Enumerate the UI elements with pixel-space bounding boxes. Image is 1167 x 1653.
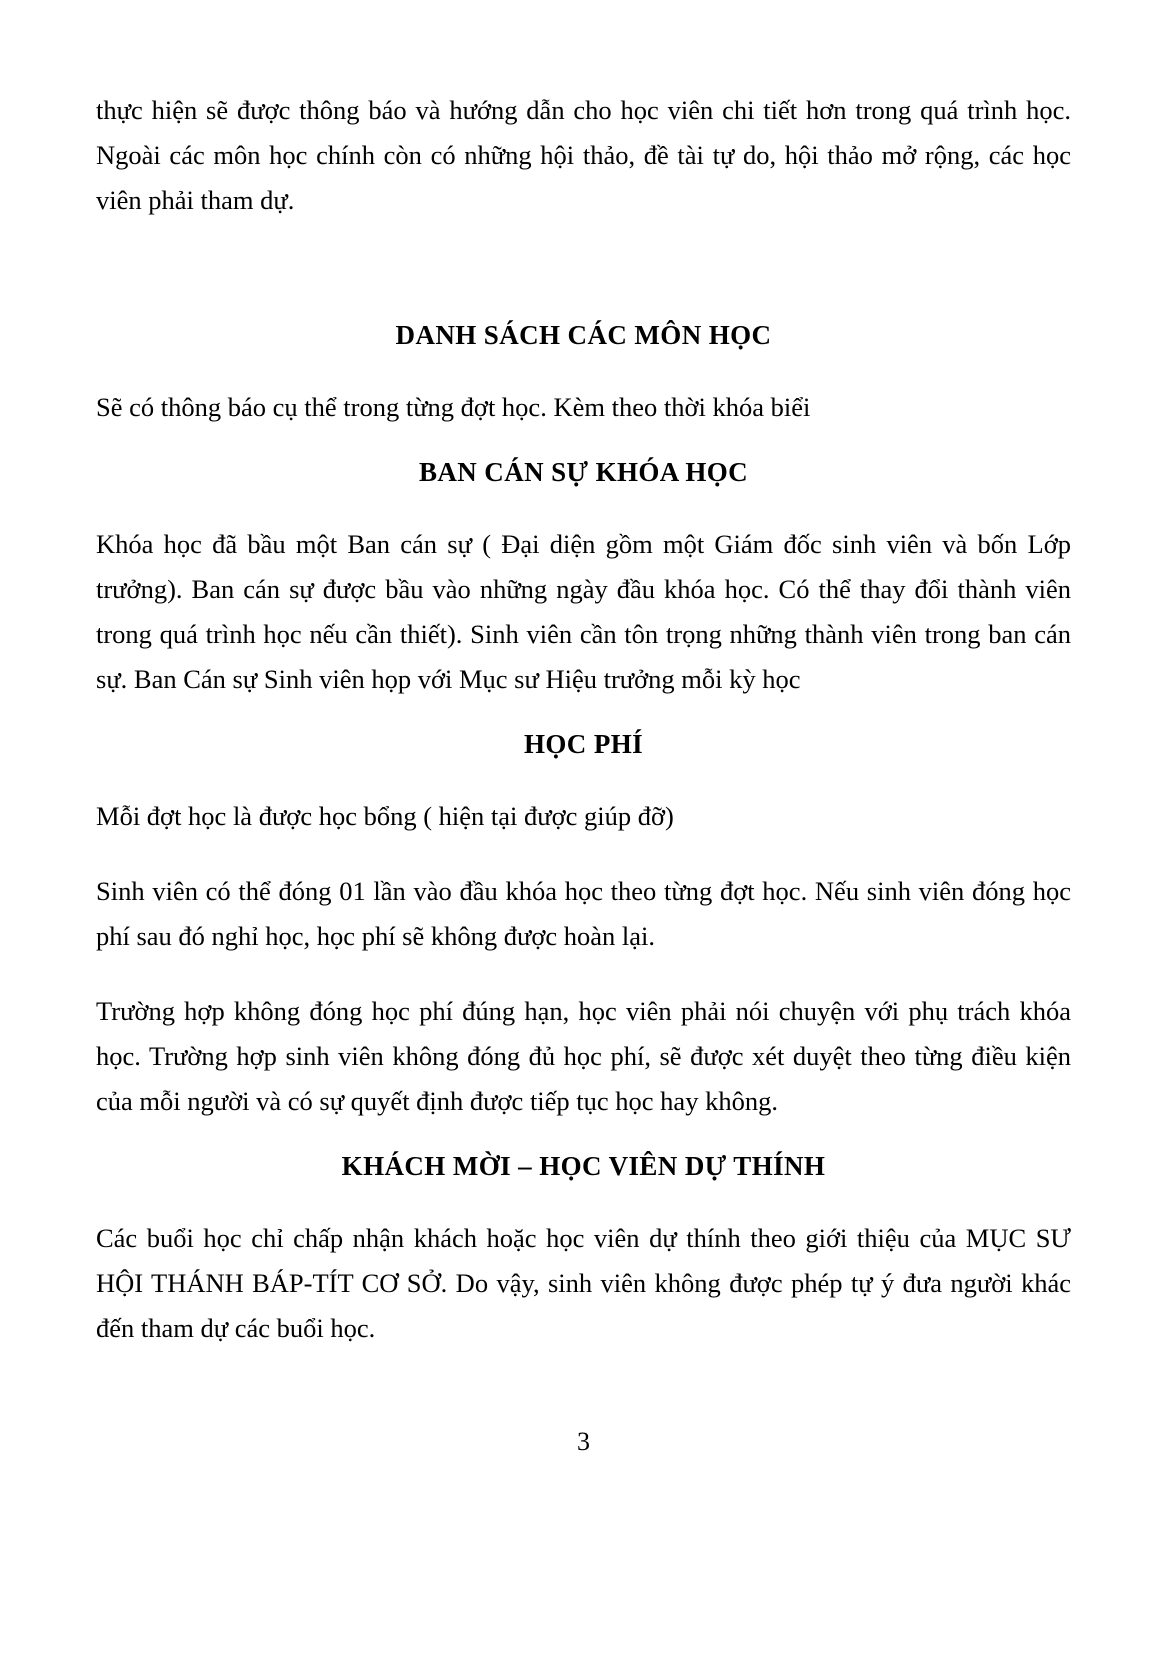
paragraph-khach-du-thinh: Các buổi học chỉ chấp nhận khách hoặc học viên dự thính theo giới thiệu của MỤC SƯ HỘI THÁNH BÁP-TÍT CƠ SỞ. Do vậy, sinh viên không được phép tự ý đưa người khác đến tham dự các buổi học. [96, 1223, 1071, 1343]
spacer [96, 1186, 1071, 1216]
page-number: 3 [577, 1427, 590, 1456]
heading-danh-sach-cac-mon-hoc: DANH SÁCH CÁC MÔN HỌC [395, 320, 772, 350]
spacer [96, 430, 1071, 452]
spacer [96, 223, 1071, 315]
spacer [96, 702, 1071, 724]
paragraph-dong-hoc-phi: Sinh viên có thể đóng 01 lần vào đầu khóa học theo từng đợt học. Nếu sinh viên đóng học phí sau đó nghỉ học, học phí sẽ không được hoàn lại. [96, 876, 1071, 951]
spacer [96, 959, 1071, 989]
spacer [96, 492, 1071, 522]
heading-hoc-phi: HỌC PHÍ [523, 729, 644, 759]
spacer [96, 839, 1071, 869]
spacer [96, 1124, 1071, 1146]
heading-khach-moi-hoc-vien-du-thinh: KHÁCH MỜI – HỌC VIÊN DỰ THÍNH [341, 1151, 826, 1181]
paragraph-hoc-bong: Mỗi đợt học là được học bổng ( hiện tại được giúp đỡ) [96, 801, 674, 831]
heading-ban-can-su-khoa-hoc: BAN CÁN SỰ KHÓA HỌC [418, 457, 749, 487]
paragraph-intro: thực hiện sẽ được thông báo và hướng dẫn cho học viên chi tiết hơn trong quá trình học. Ngoài các môn học chính còn có những hội thảo, đề tài tự do, hội thảo mở rộng, các học viên phải tham dự. [96, 95, 1071, 215]
paragraph-ban-can-su: Khóa học đã bầu một Ban cán sự ( Đại diện gồm một Giám đốc sinh viên và bốn Lớp trưởng). Ban cán sự được bầu vào những ngày đầu khóa học. Có thể thay đổi thành viên trong quá trình học nếu cần thiết). Sinh viên cần tôn trọng những thành viên trong ban cán sự. Ban Cán sự Sinh viên họp với Mục sư Hiệu trưởng mỗi kỳ học [96, 529, 1071, 694]
paragraph-truong-hop-khong-dong: Trường hợp không đóng học phí đúng hạn, học viên phải nói chuyện với phụ trách khóa học. Trường hợp sinh viên không đóng đủ học phí, sẽ được xét duyệt theo từng điều kiện của mỗi người và có sự quyết định được tiếp tục học hay không. [96, 996, 1071, 1116]
spacer [96, 764, 1071, 794]
paragraph-thong-bao-cu-the: Sẽ có thông báo cụ thể trong từng đợt học. Kèm theo thời khóa biểi [96, 392, 811, 422]
spacer [96, 355, 1071, 385]
